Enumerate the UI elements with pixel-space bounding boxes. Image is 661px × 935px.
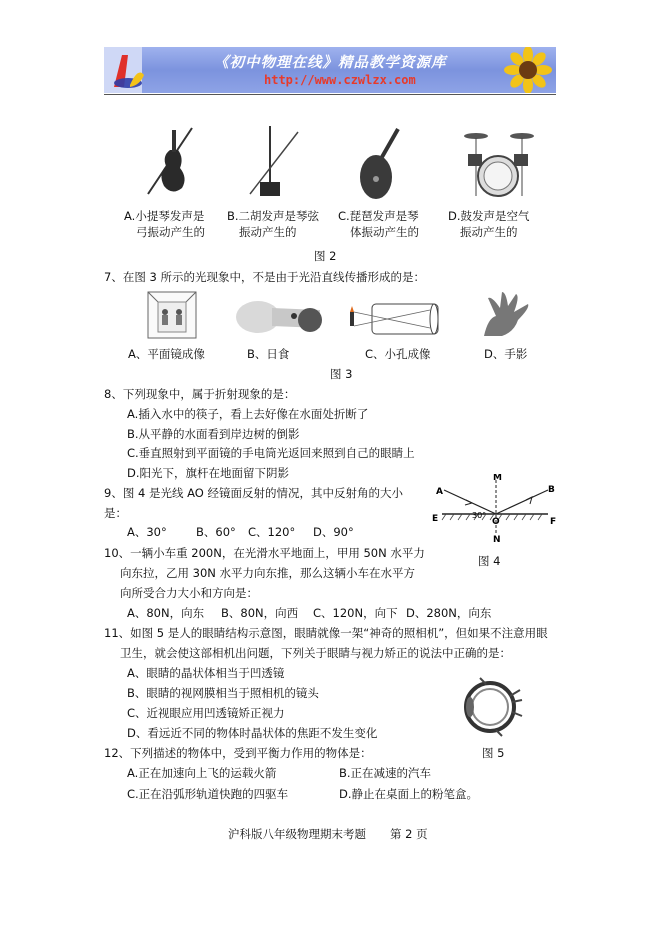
drum-kit-image: [458, 128, 540, 200]
q8-option-d: D.阳光下，旗杆在地面留下阴影: [127, 466, 290, 480]
q9-option-a: A、30°: [127, 525, 167, 539]
q11-option-d: D、看远近不同的物体时晶状体的焦距不发生变化: [127, 726, 378, 740]
fig2-caption-b: B.二胡发声是琴弦 振动产生的: [227, 209, 320, 239]
violin-image: [140, 122, 202, 202]
q12-option-c: C.正在沿弧形轨道快跑的四驱车: [127, 787, 289, 801]
fig2-caption-c: C.琵琶发声是琴 体振动产生的: [338, 209, 419, 239]
reflection-diagram: [430, 474, 560, 544]
q12-stem: 12、下列描述的物体中，受到平衡力作用的物体是：: [104, 746, 372, 760]
q11-option-a: A、眼睛的晶状体相当于凹透镜: [127, 666, 285, 680]
fig5-label: 图 5: [482, 746, 505, 760]
q8-option-c: C.垂直照射到平面镜的手电筒光返回来照到自己的眼睛上: [127, 446, 415, 460]
eclipse-image: [232, 292, 332, 342]
q9-stem-line2: 是：: [104, 506, 127, 520]
fig4-label-f: F: [550, 517, 557, 527]
q11-line2: 卫生，就会使这部相机出问题，下列关于眼睛与视力矫正的说法中正确的是：: [120, 646, 511, 660]
footer-text: 沪科版八年级物理期末考题: [228, 827, 366, 841]
q8-stem: 8、下列现象中，属于折射现象的是：: [104, 387, 296, 401]
q7-option-c: C、小孔成像: [365, 347, 431, 361]
q9-option-b: B、60°: [196, 525, 236, 539]
q8-option-b: B.从平静的水面看到岸边树的倒影: [127, 427, 300, 441]
q10-option-b: B、80N，向西: [221, 606, 299, 620]
header-banner: [104, 47, 556, 93]
q7-option-b: B、日食: [247, 347, 290, 361]
fig4-label-o: O: [492, 517, 500, 527]
q10-option-c: C、120N，向下: [313, 606, 398, 620]
q11-option-b: B、眼睛的视网膜相当于照相机的镜头: [127, 686, 319, 700]
fig4-label-e: E: [432, 514, 439, 524]
fig4-label-m: M: [493, 474, 502, 483]
q7-option-a: A、平面镜成像: [128, 347, 205, 361]
footer-page: 第 2 页: [390, 827, 428, 841]
fig2-caption-a: A.小提琴发声是 弓振动产生的: [124, 209, 205, 239]
q8-option-a: A.插入水中的筷子，看上去好像在水面处折断了: [127, 407, 369, 421]
q10-option-a: A、80N，向东: [127, 606, 205, 620]
q12-option-b: B.正在减速的汽车: [339, 766, 432, 780]
erhu-image: [244, 122, 304, 202]
q10-line3: 向所受合力大小和方向是：: [120, 586, 258, 600]
fig4-angle-label: 30°: [472, 511, 487, 520]
header-url[interactable]: http://www.czwlzx.com: [264, 73, 416, 87]
fig3-label: 图 3: [330, 367, 353, 381]
header-title: 《初中物理在线》精品教学资源库: [214, 55, 447, 71]
fig2-caption-d: D.鼓发声是空气 振动产生的: [448, 209, 530, 239]
q11-option-c: C、近视眼应用凹透镜矫正视力: [127, 706, 285, 720]
fig4-label: 图 4: [478, 554, 501, 568]
q9-option-c: C、120°: [248, 525, 296, 539]
fig4-label-n: N: [493, 535, 501, 544]
q12-option-d: D.静止在桌面上的粉笔盒。: [339, 787, 479, 801]
q9-stem-line1: 9、图 4 是光线 AO 经镜面反射的情况，其中反射角的大小: [104, 486, 403, 500]
q7-option-d: D、手影: [484, 347, 528, 361]
q12-option-a: A.正在加速向上飞的运载火箭: [127, 766, 277, 780]
q7-stem: 7、在图 3 所示的光现象中，不是由于光沿直线传播形成的是：: [104, 270, 425, 284]
eye-diagram: [456, 676, 524, 738]
fig4-label-b: B: [548, 485, 555, 495]
fig2-label: 图 2: [314, 249, 337, 263]
pipa-image: [352, 125, 407, 203]
mirror-image: [146, 290, 198, 340]
q11-line1: 11、如图 5 是人的眼睛结构示意图，眼睛就像一架“神奇的照相机”，但如果不注意用眼: [104, 626, 548, 640]
header-divider: [104, 94, 556, 95]
q9-option-d: D、90°: [313, 525, 354, 539]
q10-option-d: D、280N，向东: [406, 606, 492, 620]
hand-shadow-image: [478, 288, 534, 340]
fig4-label-a: A: [436, 487, 443, 497]
q10-line2: 向东拉，乙用 30N 水平力向东推，那么这辆小车在水平方: [120, 566, 416, 580]
q10-line1: 10、一辆小车重 200N，在光滑水平地面上，甲用 50N 水平力: [104, 546, 425, 560]
pinhole-image: [350, 298, 442, 340]
sunflower-icon: [496, 47, 556, 93]
